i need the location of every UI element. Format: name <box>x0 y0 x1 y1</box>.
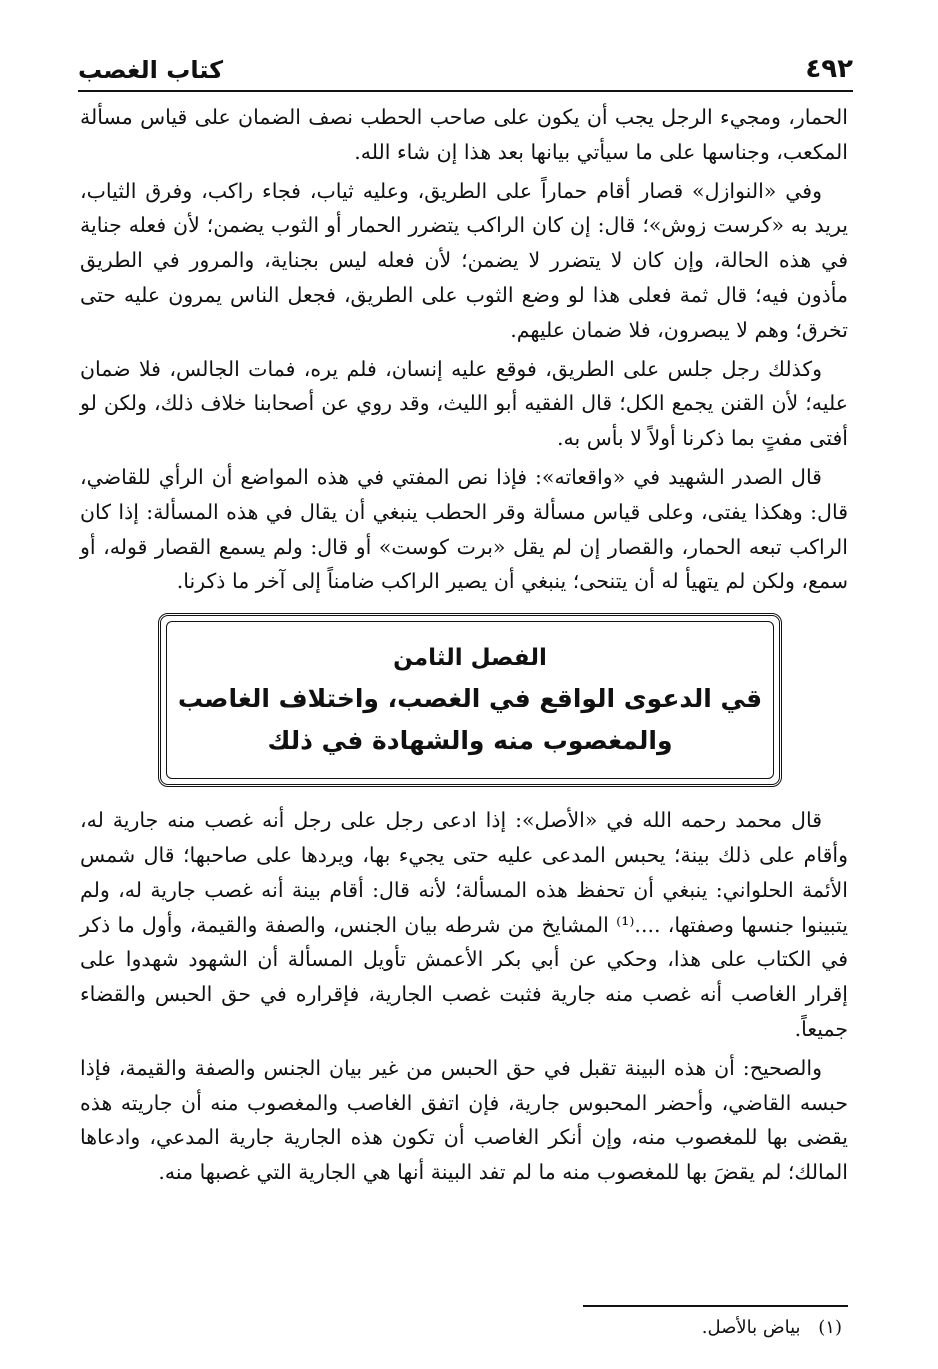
paragraph: قال الصدر الشهيد في «واقعاته»: فإذا نص المفتي في هذه المواضع أن الرأي للقاضي، قال: وهكذا يفتى، وعلى قياس مسألة وقر الحطب ينبغي أن يقال في هذه المسألة: إذا كان الراكب تبعه الحمار، والقصار إن لم يقل «برت كوست» أو قال: ولم يسمع القصار قوله، أو سمع، ولكن لم يتهيأ له أن يتنحى؛ ينبغي أن يصير الراكب ضامناً إلى آخر ما ذكرنا. <box>80 464 848 594</box>
chapter-title-line-2: والمغصوب منه والشهادة في ذلك <box>267 726 673 756</box>
page-number: ٤٩٢ <box>805 54 853 84</box>
chapter-heading-frame <box>158 613 782 787</box>
footnote-number: (١) <box>818 1317 842 1338</box>
paragraph: قال محمد رحمه الله في «الأصل»: إذا ادعى رجل على رجل أنه غصب منه جارية له، وأقام على ذلك بينة؛ يحبس المدعى عليه حتى يجيء بها، ويردها على صاحبها؛ قال شمس الأئمة الحلواني: ينبغي أن تحفظ هذه المسألة؛ لأنه قال: أقام بينة أنه غصب جارية له، ولم يتبينوا جنسها وصفتها، ....⁽¹⁾ المشايخ من شرطه بيان الجنس، والصفة والقيمة، وأول ما ذكر في الكتاب على هذا، وحكي عن أبي بكر الأعمش تأويل المسألة أن الشهود شهدوا على إقرار الغاصب أنه غصب منه جارية فثبت غصب الجارية، فإقراره في حق الحبس والقضاء جميعاً. <box>80 808 848 1041</box>
paragraph: والصحيح: أن هذه البينة تقبل في حق الحبس من غير بيان الجنس والصفة والقيمة، فإذا حبسه القاضي، وأحضر المحبوس جارية، فإن اتفق الغاصب والمغصوب منه أن جاريته هذه يقضى بها للمغصوب منه، وإن أنكر الغاصب أن تكون هذه الجارية جارية المدعي، وادعاها المالك؛ لم يقضَ بها للمغصوب منه ما لم تفد البينة أنها هي الجارية التي غصبها منه. <box>80 1055 848 1185</box>
footnote-text: بياض بالأصل. <box>701 1317 801 1338</box>
chapter-heading-inner <box>166 621 774 779</box>
main-text <box>80 100 848 1194</box>
chapter-title-line-1: قي الدعوى الواقع في الغصب، واختلاف الغاصب <box>177 684 763 714</box>
footnote <box>702 1314 842 1342</box>
chapter-label: الفصل الثامن <box>393 645 547 672</box>
paragraph: وكذلك رجل جلس على الطريق، فوقع عليه إنسان، فلم يره، فمات الجالس، فلا ضمان عليه؛ لأن القنن يجمع الكل؛ قال الفقيه أبو الليث، وقد روي عن أصحابنا خلاف ذلك، ولكن لو أفتى مفتٍ بما ذكرنا أولاً لا بأس به. <box>80 356 848 451</box>
paragraph: وفي «النوازل» قصار أقام حماراً على الطريق، وعليه ثياب، فجاء راكب، وفرق الثياب، يريد به «كرست زوش»؛ قال: إن كان الراكب يتضرر الحمار أو الثوب يضمن؛ لأن فعله جناية في هذه الحالة، وإن كان لا يتضرر لا يضمن؛ لأن فعله ليس بجناية، والمرور في الطريق مأذون فيه؛ قال ثمة فعلى هذا لو وضع الثوب على الطريق، فجعل الناس يمرون عليه حتى تخرق؛ وهم لا يبصرون، فلا ضمان عليهم. <box>80 178 848 342</box>
running-title: كتاب الغصب <box>78 56 224 84</box>
footnote-rule <box>583 1305 848 1307</box>
page-header <box>78 44 853 84</box>
paragraph: الحمار، ومجيء الرجل يجب أن يكون على صاحب الحطب نصف الضمان على قياس مسألة المكعب، وجناسها على ما سيأتي بيانها بعد هذا إن شاء الله. <box>80 105 848 164</box>
header-rule <box>78 90 853 92</box>
